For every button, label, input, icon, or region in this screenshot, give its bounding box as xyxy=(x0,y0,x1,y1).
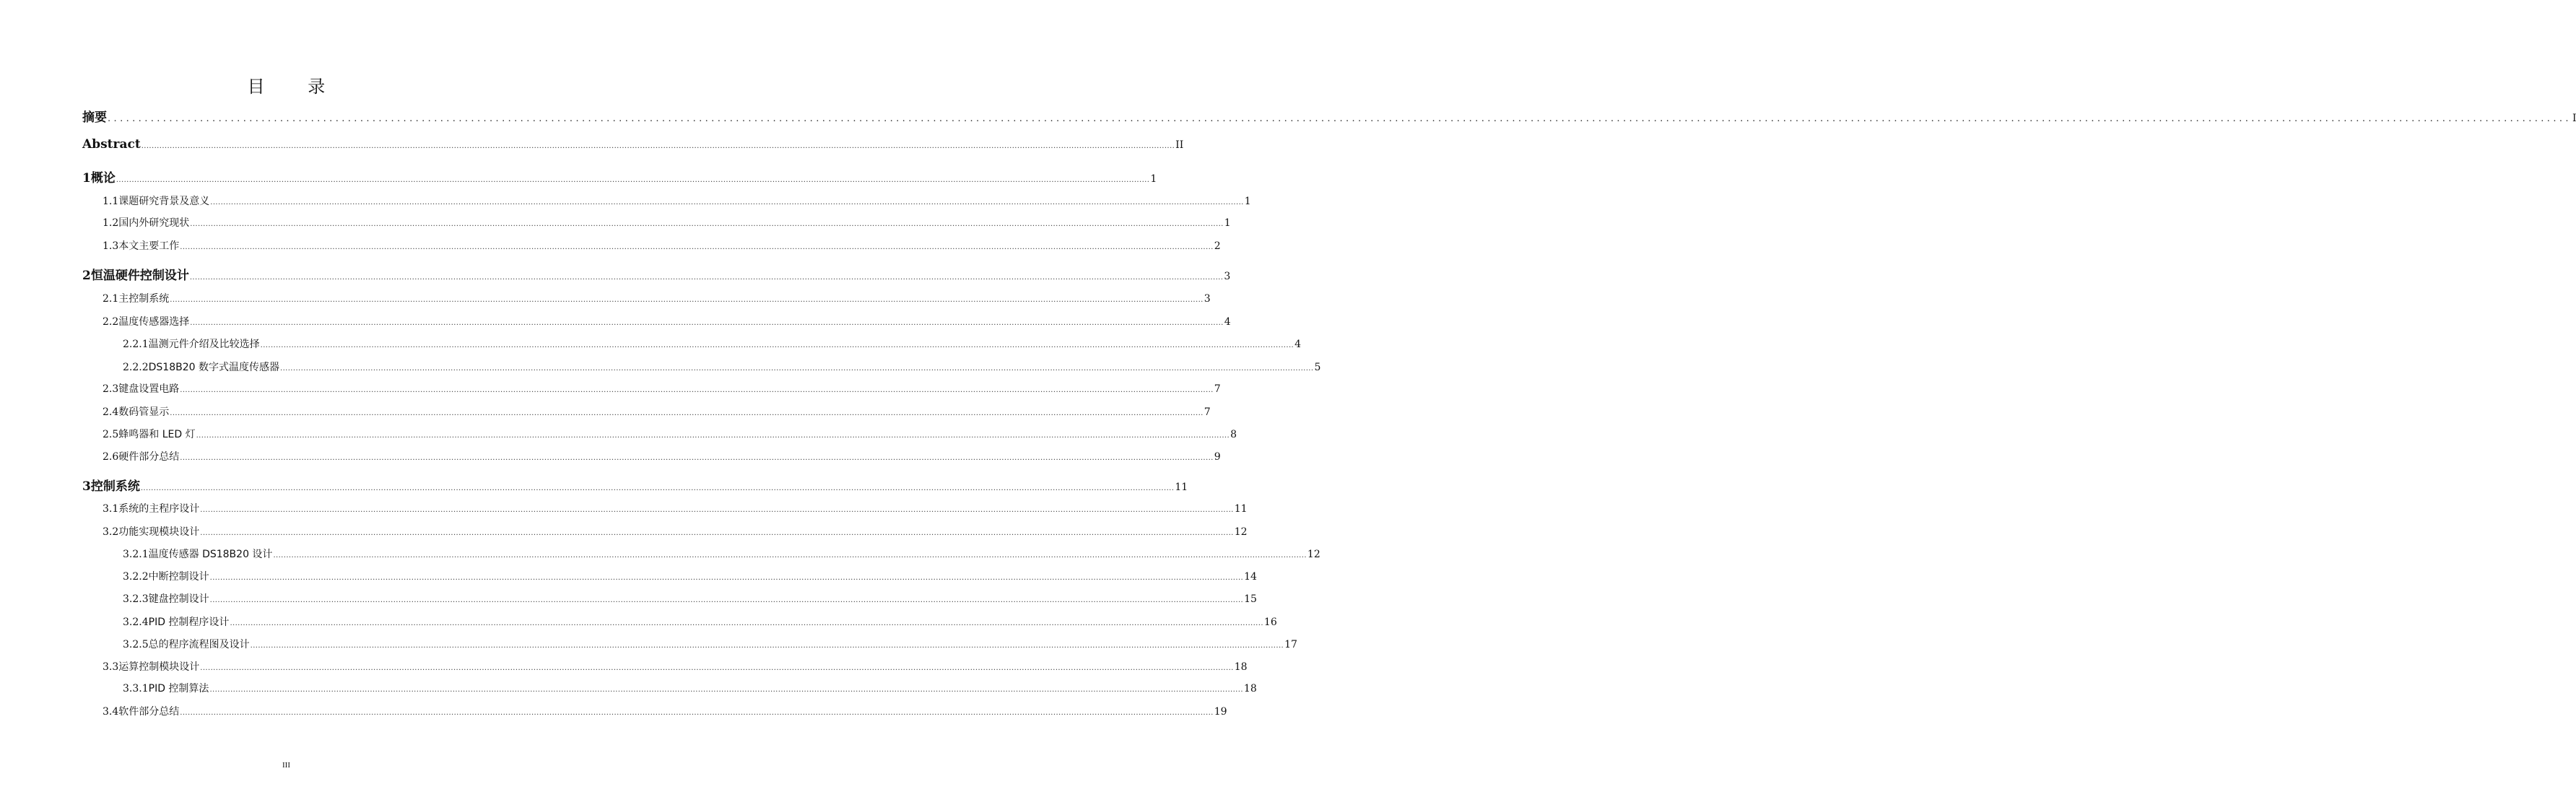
toc-entry[interactable] xyxy=(103,381,1221,396)
toc-entry-label: 运算控制模块设计 xyxy=(118,661,200,673)
toc-entry-number: 3.3.1 xyxy=(123,683,149,694)
toc-entry-page: 18 xyxy=(1243,683,1257,694)
toc-entry-number: 2.1 xyxy=(103,293,119,305)
toc-entry-number: 2.4 xyxy=(103,406,119,418)
toc-entry-number: 3.3 xyxy=(103,661,119,673)
toc-leader-dots: ................................................................................................................................................................................................................................................................................................................................................................................................................ xyxy=(141,142,1175,150)
toc-entry[interactable] xyxy=(82,265,1231,283)
toc-entry-number: 2.3 xyxy=(103,383,119,395)
toc-entry-page: 15 xyxy=(1244,593,1257,605)
toc-entry[interactable] xyxy=(123,546,1320,561)
toc-entry-label: 功能实现模块设计 xyxy=(118,526,200,538)
toc-leader-dots: ................................................................................................................................................................................................................................................................................................................................................................................................................ xyxy=(190,319,1224,327)
toc-entry[interactable] xyxy=(103,193,1251,208)
toc-entry-label: 温测元件介绍及比较选择 xyxy=(148,339,260,350)
toc-leader-dots: ................................................................................................................................................................................................................................................................................................................................................................................................................ xyxy=(200,664,1234,672)
toc-entry-page: 1 xyxy=(1224,217,1231,229)
toc-leader-dots: ................................................................................................................................................................................................................................................................................................................................................................................................................ xyxy=(209,686,1243,694)
toc-entry-number: 摘 xyxy=(82,110,95,125)
toc-entry-label: 国内外研究现状 xyxy=(118,217,190,229)
toc-entry-page: 5 xyxy=(1314,362,1321,373)
toc-entry-page: 2 xyxy=(1214,240,1221,252)
toc-entry-number: 3.2.3 xyxy=(123,593,149,605)
toc-entry-number: 3.2.5 xyxy=(123,639,149,650)
toc-entry[interactable] xyxy=(103,524,1248,539)
toc-leader-dots: ................................................................................................................................................................................................................................................................................................................................................................................................................ xyxy=(108,113,2572,124)
toc-entry-label: 中断控制设计 xyxy=(148,571,209,583)
toc-leader-dots: ................................................................................................................................................................................................................................................................................................................................................................................................................ xyxy=(190,220,1224,228)
toc-leader-dots: ................................................................................................................................................................................................................................................................................................................................................................................................................ xyxy=(170,409,1204,417)
toc-entry-page: 9 xyxy=(1214,451,1221,463)
toc-entry-label: PID 控制算法 xyxy=(148,683,209,694)
toc-entry[interactable] xyxy=(123,614,1277,629)
toc-entry-label: 键盘设置电路 xyxy=(118,383,180,395)
toc-entry[interactable] xyxy=(103,291,1211,305)
toc-entry-page: 12 xyxy=(1307,549,1320,560)
toc-entry-page: 7 xyxy=(1204,406,1211,418)
toc-entry-number: 3.4 xyxy=(103,706,119,718)
toc-leader-dots: ................................................................................................................................................................................................................................................................................................................................................................................................................ xyxy=(116,176,1150,184)
toc-entry[interactable] xyxy=(123,569,1257,583)
toc-entry-label: 主控制系统 xyxy=(118,293,170,305)
toc-entry-label: DS18B20 数字式温度传感器 xyxy=(148,362,279,373)
toc-leader-dots: ................................................................................................................................................................................................................................................................................................................................................................................................................ xyxy=(250,642,1284,650)
toc-entry-label: 概论 xyxy=(90,171,116,186)
toc-entry-number: 3.2.4 xyxy=(123,617,149,628)
toc-leader-dots: ................................................................................................................................................................................................................................................................................................................................................................................................................ xyxy=(196,432,1230,440)
toc-entry-number: 3 xyxy=(82,479,91,494)
toc-entry-label: 恒温硬件控制设计 xyxy=(90,269,189,283)
toc-leader-dots: ................................................................................................................................................................................................................................................................................................................................................................................................................ xyxy=(180,386,1214,394)
toc-entry[interactable] xyxy=(103,314,1231,328)
toc-entry[interactable] xyxy=(103,404,1211,419)
toc-entry-page: 12 xyxy=(1234,526,1248,538)
toc-entry[interactable] xyxy=(103,659,1248,674)
toc-entry-page: 19 xyxy=(1214,706,1227,718)
toc-leader-dots: ................................................................................................................................................................................................................................................................................................................................................................................................................ xyxy=(273,552,1307,559)
toc-leader-dots: ................................................................................................................................................................................................................................................................................................................................................................................................................ xyxy=(140,484,1175,492)
toc-leader-dots: ................................................................................................................................................................................................................................................................................................................................................................................................................ xyxy=(170,296,1204,304)
toc-entry-page: 4 xyxy=(1294,339,1302,350)
toc-entry-page: 4 xyxy=(1224,316,1231,328)
toc-entry-label: 要 xyxy=(95,110,107,125)
toc-entry-number: 2.5 xyxy=(103,429,119,440)
toc-leader-dots: ................................................................................................................................................................................................................................................................................................................................................................................................................ xyxy=(189,274,1224,282)
toc-entry-label: 键盘控制设计 xyxy=(148,593,209,605)
toc-entry-label: 温度传感器选择 xyxy=(118,316,190,328)
toc-entry-label: 系统的主程序设计 xyxy=(118,503,200,515)
toc-entry[interactable] xyxy=(103,238,1221,253)
toc-entry-page: 3 xyxy=(1224,271,1231,282)
toc-entry-page: 7 xyxy=(1214,383,1221,395)
toc-entry-label: 控制系统 xyxy=(90,479,140,494)
toc-leader-dots: ................................................................................................................................................................................................................................................................................................................................................................................................................ xyxy=(200,529,1234,537)
toc-entry[interactable] xyxy=(82,137,1184,152)
toc-entry-number: 1 xyxy=(82,171,91,186)
toc-entry-page: 18 xyxy=(1234,661,1248,673)
toc-entry-label: 课题研究背景及意义 xyxy=(118,196,210,207)
toc-leader-dots: ................................................................................................................................................................................................................................................................................................................................................................................................................ xyxy=(210,199,1244,206)
toc-entry-page: I xyxy=(2572,113,2576,124)
toc-entry[interactable] xyxy=(123,637,1297,651)
toc-entry-page: II xyxy=(1175,139,1184,151)
toc-leader-dots: ................................................................................................................................................................................................................................................................................................................................................................................................................ xyxy=(209,574,1244,582)
toc-entry-page: 8 xyxy=(1230,429,1237,440)
toc-entry-label: PID 控制程序设计 xyxy=(148,617,230,628)
toc-leader-dots: ................................................................................................................................................................................................................................................................................................................................................................................................................ xyxy=(230,619,1263,627)
toc-entry-page: 17 xyxy=(1284,639,1297,650)
toc-entry[interactable] xyxy=(82,167,1157,186)
toc-entry-number: 2.2.2 xyxy=(123,362,149,373)
toc-entry-number: 3.2.2 xyxy=(123,571,149,583)
toc-entry-page: 14 xyxy=(1244,571,1257,583)
toc-entry-number: 2.2.1 xyxy=(123,339,149,350)
toc-entry-label: 软件部分总结 xyxy=(118,706,180,718)
toc-entry[interactable] xyxy=(123,336,1302,351)
page-number: III xyxy=(282,761,290,770)
toc-entry-label: 数码管显示 xyxy=(118,406,170,418)
toc-entry-number: 3.2 xyxy=(103,526,119,538)
toc-entry-label: 温度传感器 DS18B20 设计 xyxy=(148,549,273,560)
toc-entry-number: 2.6 xyxy=(103,451,119,463)
toc-entry-page: 1 xyxy=(1150,173,1157,185)
toc-entry-page: 11 xyxy=(1234,503,1248,515)
toc-entry[interactable] xyxy=(103,704,1227,718)
toc-entry-number: 1.2 xyxy=(103,217,119,229)
toc-entry[interactable] xyxy=(123,591,1257,606)
toc-leader-dots: ................................................................................................................................................................................................................................................................................................................................................................................................................ xyxy=(180,454,1214,462)
toc-entry-page: 16 xyxy=(1263,617,1277,628)
toc-leader-dots: ................................................................................................................................................................................................................................................................................................................................................................................................................ xyxy=(209,596,1244,604)
toc-entry[interactable] xyxy=(103,215,1231,230)
toc-leader-dots: ................................................................................................................................................................................................................................................................................................................................................................................................................ xyxy=(260,341,1294,349)
toc-entry[interactable] xyxy=(123,681,1257,695)
toc-entry-label: 总的程序流程图及设计 xyxy=(148,639,250,650)
toc-entry[interactable] xyxy=(103,501,1248,515)
toc-entry[interactable] xyxy=(103,427,1237,441)
toc-entry-number: 3.2.1 xyxy=(123,549,149,560)
toc-title: 目 录 xyxy=(247,77,344,97)
toc-entry[interactable] xyxy=(82,107,2576,125)
toc-entry[interactable] xyxy=(103,449,1221,463)
toc-entry[interactable] xyxy=(123,360,1321,374)
toc-entry[interactable] xyxy=(82,476,1188,494)
toc-entry-number: 1.1 xyxy=(103,196,119,207)
toc-entry-page: 1 xyxy=(1244,196,1251,207)
toc-leader-dots: ................................................................................................................................................................................................................................................................................................................................................................................................................ xyxy=(180,709,1214,717)
toc-entry-label: Abstract xyxy=(82,137,141,152)
toc-entry-number: 3.1 xyxy=(103,503,119,515)
toc-entry-page: 11 xyxy=(1175,482,1188,493)
toc-entry-label: 蜂鸣器和 LED 灯 xyxy=(118,429,196,440)
toc-leader-dots: ................................................................................................................................................................................................................................................................................................................................................................................................................ xyxy=(279,365,1314,373)
toc-leader-dots: ................................................................................................................................................................................................................................................................................................................................................................................................................ xyxy=(180,243,1214,251)
toc-entry-number: 2.2 xyxy=(103,316,119,328)
toc-entry-label: 本文主要工作 xyxy=(118,240,180,252)
toc-entry-number: 1.3 xyxy=(103,240,119,252)
toc-entry-label: 硬件部分总结 xyxy=(118,451,180,463)
toc-entry-number: 2 xyxy=(82,269,91,283)
toc-leader-dots: ................................................................................................................................................................................................................................................................................................................................................................................................................ xyxy=(200,506,1234,514)
toc-entry-page: 3 xyxy=(1204,293,1211,305)
